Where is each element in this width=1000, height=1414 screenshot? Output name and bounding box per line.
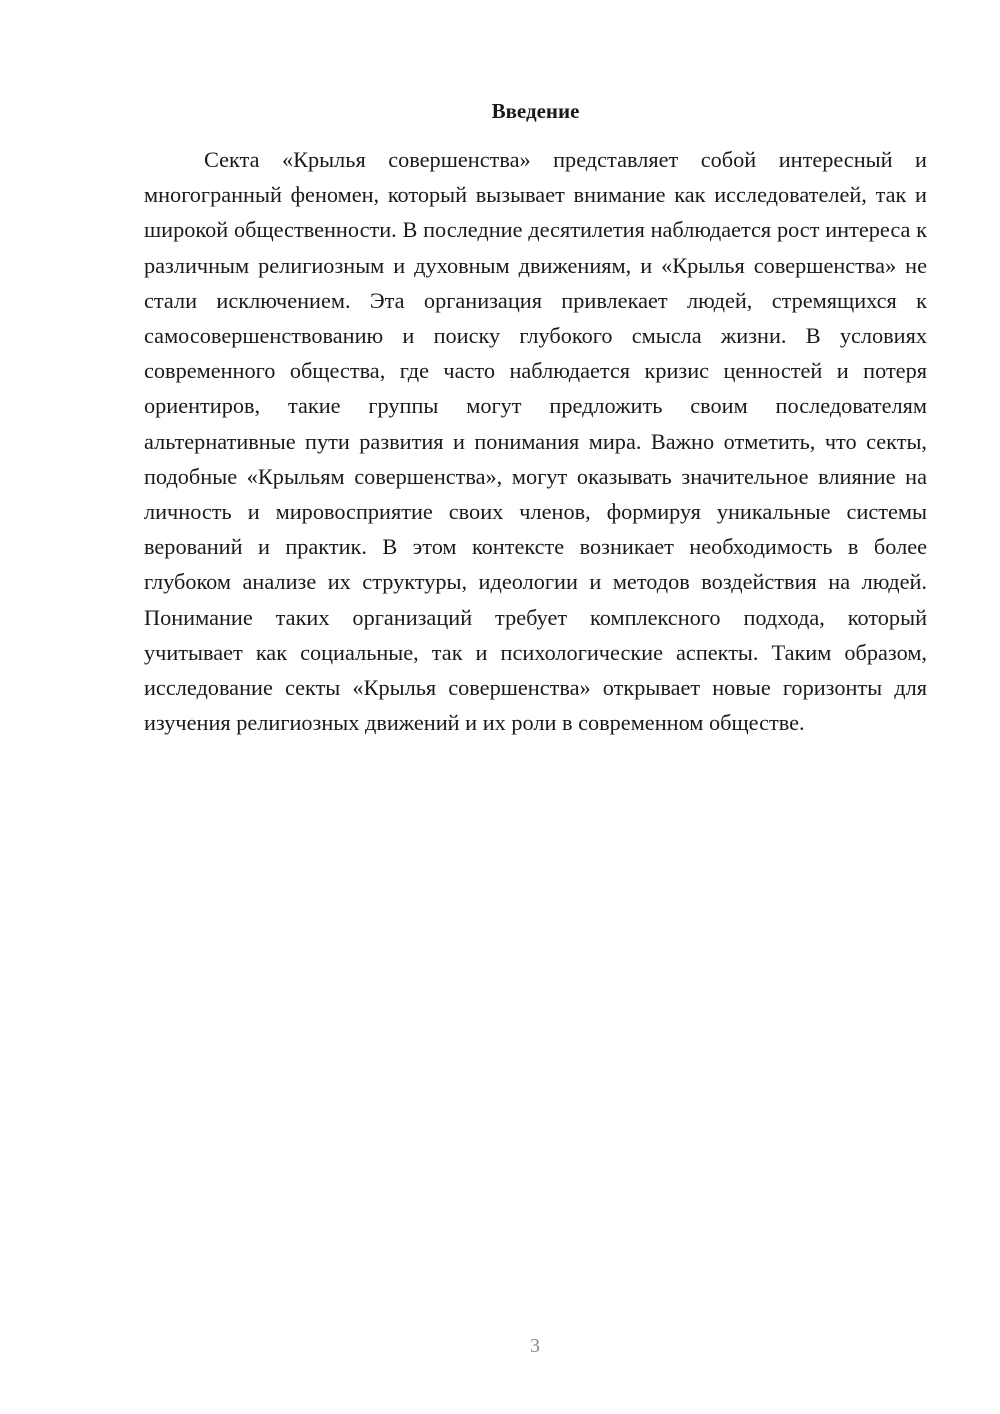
page-number: 3: [530, 1335, 540, 1357]
introduction-paragraph: Секта «Крылья совершенства» представляет собой интересный и многогранный феномен, который вызывает внимание как исследователей, так и широкой общественности. В последние десятилетия наблюдается рост интереса к различным религиозным и духовным движениям, и «Крылья совершенства» не стали исключением. Эта организация привлекает людей, стремящихся к самосовершенствованию и поиску глубокого смысла жизни. В условиях современного общества, где часто наблюдается кризис ценностей и потеря ориентиров, такие группы могут предложить своим последователям альтернативные пути развития и понимания мира. Важно отметить, что секты, подобные «Крыльям совершенства», могут оказывать значительное влияние на личность и мировосприятие своих членов, формируя уникальные системы верований и практик. В этом контексте возникает необходимость в более глубоком анализе их структуры, идеологии и методов воздействия на людей. Понимание таких организаций требует комплексного подхода, который учитывает как социальные, так и психологические аспекты. Таким образом, исследование секты «Крылья совершенства» открывает новые горизонты для изучения религиозных движений и их роли в современном обществе.: [144, 147, 927, 736]
section-heading: Введение: [491, 99, 580, 123]
